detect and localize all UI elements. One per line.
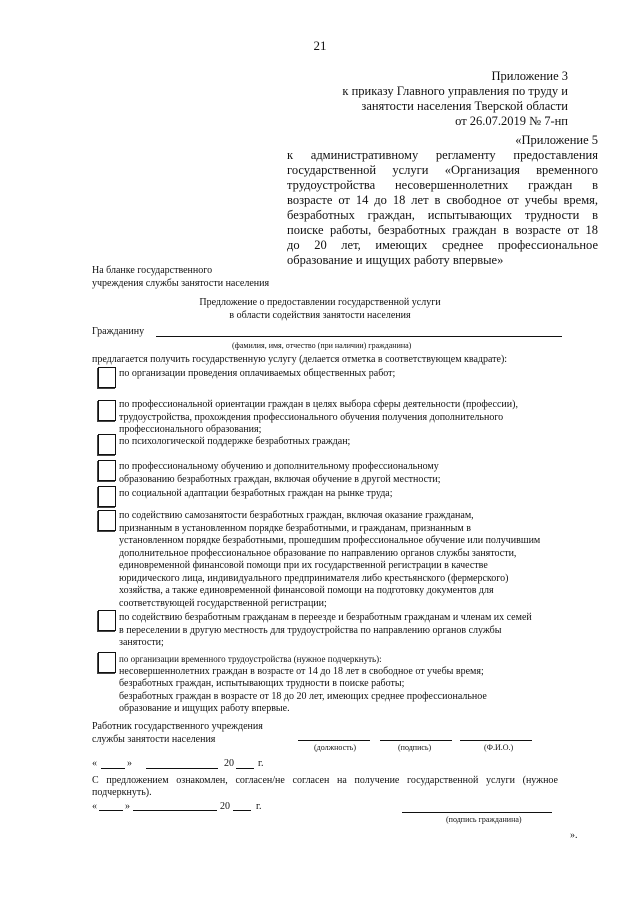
date2-year-line[interactable] <box>233 810 251 811</box>
option-line: установленном порядке безработными, прошедшим профессиональное обучение или получившим <box>119 535 541 546</box>
option-checkbox-public-works[interactable] <box>98 367 116 388</box>
option-line: безработных граждан в возрасте от 18 до 20 лет, имеющих среднее профессиональное <box>119 690 487 702</box>
closing-quote: ». <box>570 830 578 841</box>
option-relocation <box>119 612 559 650</box>
date-close-quote: » <box>127 758 132 769</box>
appendix-line: Приложение 3 <box>491 69 568 83</box>
option-vocational-training <box>119 461 559 486</box>
intro-text: предлагается получить государственную услугу (делается отметка в соответствующем квадрате): <box>92 354 508 365</box>
regulation-line: трудоустройства несовершеннолетних граждан в <box>287 178 598 192</box>
regulation-line: поиске работы, безработных граждан в возрасте от 18 <box>287 223 598 237</box>
option-checkbox-psychological-support[interactable] <box>98 434 116 455</box>
option-checkbox-relocation[interactable] <box>98 610 116 631</box>
option-line: признанным в установленном порядке безработными, и гражданам, признанным в <box>119 522 471 534</box>
worker-signature-line[interactable] <box>380 740 452 741</box>
date-day-line[interactable] <box>101 768 125 769</box>
page-number: 21 <box>313 38 327 53</box>
offer-title-line: Предложение о предоставлении государственной услуги <box>199 297 441 308</box>
option-line: несовершеннолетних граждан в возрасте от 14 до 18 лет в свободное от учебы время; <box>119 665 484 677</box>
agreement-text: С предложением ознакомлен, согласен/не согласен на получение государственной услуги (нужное <box>92 775 558 786</box>
date-year-suffix: г. <box>258 758 264 769</box>
citizen-field[interactable] <box>92 326 562 337</box>
option-line: по организации временного трудоустройства (нужное подчеркнуть): <box>119 654 382 664</box>
worker-line: Работник государственного учреждения <box>92 721 263 732</box>
option-line: занятости; <box>119 637 164 648</box>
date2-day-line[interactable] <box>99 810 123 811</box>
regulation-line: безработных граждан, испытывающих трудности в <box>287 208 598 222</box>
option-line: по организации проведения оплачиваемых общественных работ; <box>119 368 396 379</box>
date2-month-line[interactable] <box>133 810 217 811</box>
date-year-line[interactable] <box>236 768 254 769</box>
fio-hint: (Ф.И.О.) <box>484 743 514 752</box>
letterhead-line: На бланке государственного <box>92 265 213 276</box>
offer-title-line: в области содействия занятости населения <box>229 310 411 321</box>
date-year-prefix: 20 <box>224 758 234 769</box>
position-hint: (должность) <box>314 743 356 752</box>
offer-title <box>0 296 640 322</box>
option-checkbox-self-employment[interactable] <box>98 510 116 531</box>
signature-hint: (подпись) <box>398 743 432 752</box>
regulation-line: образование и ищущих работу впервые» <box>287 253 504 267</box>
letterhead-note <box>92 264 269 290</box>
date2-close-quote: » <box>125 801 130 812</box>
worker-fio-line[interactable] <box>460 740 532 741</box>
option-line: образованию безработных граждан, включая обучение в другой местности; <box>119 473 441 485</box>
option-social-adaptation <box>119 488 559 501</box>
option-public-works <box>119 368 559 381</box>
appendix-line: к приказу Главного управления по труду и <box>342 84 568 98</box>
date2-year-suffix: г. <box>256 801 262 812</box>
option-line: хозяйства, а также единовременной финансовой помощи на подготовку документов для <box>119 585 494 596</box>
appendix-line: занятости населения Тверской области <box>361 99 568 113</box>
option-line: по профессиональному обучению и дополнительному профессиональному <box>119 461 439 472</box>
option-line: по социальной адаптации безработных граждан на рынке труда; <box>119 488 393 499</box>
option-line: образование и ищущих работу впервые. <box>119 703 290 714</box>
option-line: профессионального образования; <box>119 424 262 435</box>
letterhead-line: учреждения службы занятости населения <box>92 278 270 289</box>
worker-block <box>92 720 263 746</box>
citizen-label: Гражданину <box>92 326 145 337</box>
position-line[interactable] <box>298 740 370 741</box>
option-line: трудоустройства, прохождения профессионального обучения получения дополнительного <box>119 411 504 423</box>
appendix-header <box>342 69 568 129</box>
date-month-line[interactable] <box>146 768 218 769</box>
regulation-text <box>287 148 598 268</box>
agreement-text-cont: подчеркнуть). <box>92 787 152 798</box>
option-line: соответствующей государственной регистрации; <box>119 597 327 609</box>
option-line: по содействию самозанятости безработных граждан, включая оказание гражданам, <box>119 510 474 521</box>
option-line: безработных граждан, испытывающих трудности в поиске работы; <box>119 678 405 689</box>
option-psychological-support <box>119 436 559 449</box>
citizen-signature-hint: (подпись гражданина) <box>446 815 522 824</box>
option-checkbox-social-adaptation[interactable] <box>98 486 116 507</box>
option-checkbox-vocational-training[interactable] <box>98 460 116 481</box>
option-line: в переселении в другую местность для трудоустройства по направлению органов службы <box>119 624 502 636</box>
option-checkbox-temporary-employment[interactable] <box>98 652 116 673</box>
option-line: по содействию безработным гражданам в переезде и безработным гражданам и членам их семей <box>119 612 532 623</box>
option-line: дополнительное профессиональное образование по направлению органов службы занятости, <box>119 547 517 559</box>
regulation-title: «Приложение 5 <box>515 133 598 147</box>
option-self-employment <box>119 510 559 610</box>
citizen-name-line[interactable] <box>156 336 562 337</box>
option-line: юридического лица, индивидуального предпринимателя либо крестьянского (фермерского) <box>119 572 509 584</box>
regulation-line: возрасте от 14 до 18 лет в свободное от учебы время, <box>287 193 598 207</box>
regulation-line: государственной услуги «Организация временного <box>287 163 598 177</box>
date2-open-quote: « <box>92 801 97 812</box>
option-temporary-employment <box>119 653 559 716</box>
date-open-quote: « <box>92 758 97 769</box>
option-line: по психологической поддержке безработных граждан; <box>119 436 351 447</box>
appendix-line: от 26.07.2019 № 7-нп <box>455 114 568 128</box>
regulation-line: к административному регламенту предоставления <box>287 148 598 162</box>
option-career-guidance <box>119 399 559 437</box>
option-line: единовременной финансовой помощи при их государственной регистрации в качестве <box>119 560 488 571</box>
worker-line: службы занятости населения <box>92 734 216 745</box>
regulation-line: до 20 лет, имеющих среднее профессиональное <box>287 238 598 252</box>
option-checkbox-career-guidance[interactable] <box>98 400 116 421</box>
option-line: по профессиональной ориентации граждан в целях выбора сферы деятельности (профессии), <box>119 399 518 410</box>
citizen-hint: (фамилия, имя, отчество (при наличии) гражданина) <box>232 341 412 350</box>
date2-year-prefix: 20 <box>220 801 230 812</box>
citizen-signature-line[interactable] <box>402 812 552 813</box>
